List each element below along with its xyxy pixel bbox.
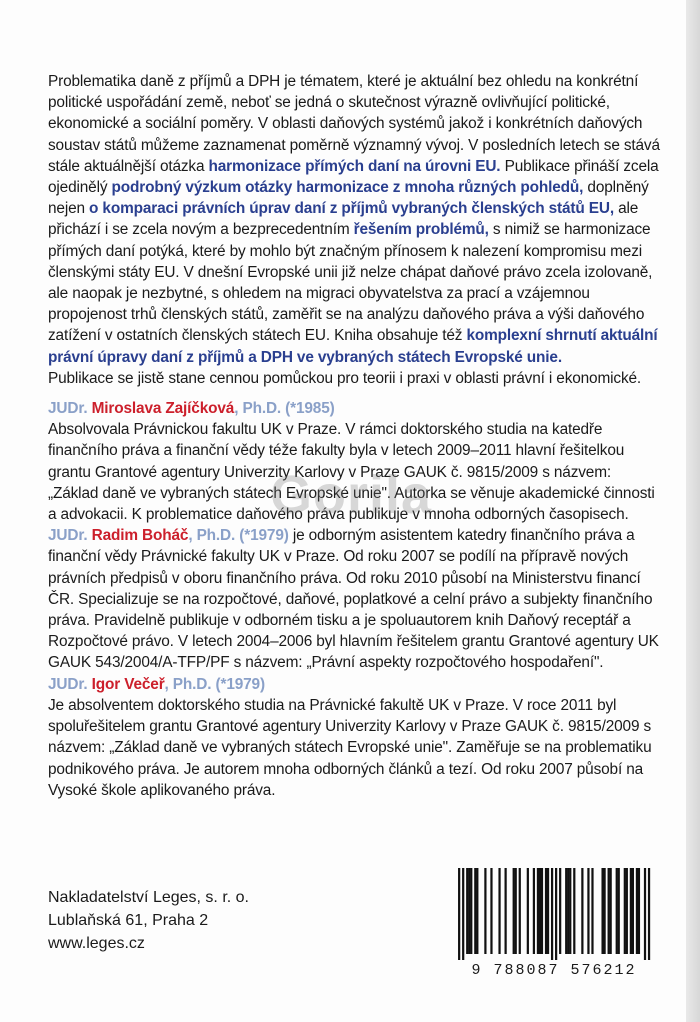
barcode-bar	[537, 868, 539, 954]
publisher-name: Nakladatelství Leges, s. r. o.	[48, 889, 249, 906]
barcode-bar	[581, 868, 583, 954]
publisher-address: Lublaňská 61, Praha 2	[48, 912, 209, 929]
barcode-bar	[466, 868, 468, 954]
barcode-bar	[513, 868, 515, 954]
barcode-bar	[626, 868, 628, 954]
intro-highlight: harmonizace přímých daní na úrovni EU.	[208, 157, 501, 175]
intro-closing: Publikace se jistě stane cennou pomůckou pro teorii i praxi v oblasti právní i ekonomické.	[48, 369, 642, 387]
barcode-bar	[587, 868, 589, 954]
author-name: Igor Večeř	[91, 675, 165, 693]
barcode-bar	[527, 868, 529, 954]
barcode-bar	[515, 868, 517, 954]
barcode-bar	[458, 868, 460, 960]
barcode-bar	[608, 868, 610, 954]
intro-text: doplněný nejen	[48, 179, 649, 218]
barcode-bar	[630, 868, 632, 954]
barcode-bar	[636, 868, 638, 954]
barcode-bar	[565, 868, 567, 954]
author-title-suffix: , Ph.D. (*1979)	[188, 527, 289, 545]
author-entry	[48, 525, 660, 673]
barcode-bar	[551, 868, 553, 960]
barcode-bar	[474, 868, 476, 954]
barcode-bar	[616, 868, 618, 954]
author-bio: je odborným asistentem katedry finančního práva a finanční vědy Právnické fakulty UK v Praze. Od roku 2007 se podílí na přípravě nových právních předpisů v oboru finančního práva. Od roku 2010 působí na Ministerstvu financí ČR. Specializuje se na rozpočtové, daňové, poplatkové a celní právo a subjekty finančního práva. Pravidelně publikuje v odborném tisku a je spoluautorem knih Daňový receptář a Rozpočtové právo. V letech 2004–2006 byl hlavním řešitelem grantu Grantové agentury UK GAUK 543/2004/A-TFP/PF s názvem: „Právní aspekty rozpočtového hospodaření".	[48, 527, 659, 672]
barcode-bar	[569, 868, 571, 954]
author-heading	[48, 398, 660, 419]
publisher-web: www.leges.cz	[48, 935, 145, 952]
author-name: Radim Boháč	[91, 527, 189, 545]
watermark: Gorila	[270, 465, 433, 525]
barcode-bar	[545, 868, 547, 954]
barcode-bar	[632, 868, 634, 954]
barcode-bar	[555, 868, 557, 960]
barcode-bar	[490, 868, 492, 954]
barcode-bar	[603, 868, 605, 954]
barcode-bar	[559, 868, 561, 954]
author-title-suffix: , Ph.D. (*1979)	[164, 675, 265, 693]
page-edge	[686, 0, 700, 1022]
cover-text	[48, 71, 660, 801]
barcode-bar	[648, 868, 650, 960]
intro-highlight: komplexní shrnutí aktuální právní úpravy daní z příjmů a DPH ve vybraných státech Evropské unie.	[48, 327, 658, 366]
isbn-barcode	[454, 868, 654, 988]
barcode-bar	[591, 868, 593, 954]
author-title-suffix: , Ph.D. (*1985)	[234, 400, 335, 418]
barcode-bar	[468, 868, 470, 954]
barcode-bar	[638, 868, 640, 954]
intro-paragraph	[48, 71, 660, 368]
author-title-prefix: JUDr.	[48, 400, 88, 418]
barcode-bar	[519, 868, 521, 954]
barcode-bar	[462, 868, 464, 960]
barcode-bar	[533, 868, 535, 954]
barcode-number: 9 788087 576212	[471, 962, 637, 979]
barcode-bars	[454, 868, 654, 960]
author-name: Miroslava Zajíčková	[91, 400, 235, 418]
intro-highlight: o komparaci právních úprav daní z příjmů vybraných členských států EU,	[89, 200, 614, 218]
publisher-block	[48, 886, 348, 955]
intro-highlight: podrobný výzkum otázky harmonizace z mnoha různých pohledů,	[111, 179, 584, 197]
author-title-prefix: JUDr.	[48, 675, 88, 693]
intro-text: ale přichází i se zcela novým a bezprecedentním	[48, 200, 639, 239]
intro-text: s nimiž se harmonizace přímých daní potýká, které by mohlo být značným přínosem k nalezení kompromisu mezi členskými státy EU. V dnešní Evropské unii již nelze chápat daňové právo zcela izolovaně, ale naopak je nezbytné, s ohledem na migraci obyvatelstva za prací a vzájemnou propojenost trhů členských států, zaměřit se na analýzu daňového práva a výši daňového zatížení v ostatních členských státech EU. Kniha obsahuje též	[48, 221, 653, 345]
barcode-bar	[470, 868, 472, 954]
barcode-bar	[573, 868, 575, 954]
intro-text: Publikace přináší zcela ojedinělý	[48, 157, 659, 197]
barcode-bar	[644, 868, 646, 960]
barcode-bar	[498, 868, 500, 954]
barcode-bar	[476, 868, 478, 954]
barcode-bar	[601, 868, 603, 954]
author-bio: Absolvovala Právnickou fakultu UK v Praze. V rámci doktorského studia na katedře finančního práva a finanční vědy téže fakulty byla v letech 2009–2011 hlavní řešitelkou grantu Grantové agentury Univerzity Karlovy v Praze GAUK č. 9815/2009 s názvem: „Základ daně ve vybraných státech Evropské unie". Autorka se věnuje akademické činnosti a advokacii. K problematice daňového práva publikuje v mnoha odborných časopisech.	[48, 421, 655, 524]
barcode-bar	[624, 868, 626, 954]
barcode-bar	[547, 868, 549, 954]
intro-highlight: řešením problémů,	[353, 221, 489, 239]
author-bio: Je absolventem doktorského studia na Právnické fakultě UK v Praze. V roce 2011 byl spoluřešitelem grantu Grantové agentury Univerzity Karlovy v Praze GAUK č. 9815/2009 s názvem: „Základ daně ve vybraných státech Evropské unie". Zaměřuje se na problematiku podnikového práva. Je autorem mnoha odborných článků a tezí. Od roku 2007 působí na Vysoké škole aplikovaného práva.	[48, 696, 652, 799]
barcode-bar	[610, 868, 612, 954]
spacer	[48, 389, 660, 398]
barcode-bar	[484, 868, 486, 954]
barcode-bar	[567, 868, 569, 954]
author-heading	[48, 674, 660, 695]
barcode-bar	[618, 868, 620, 954]
intro-text: Problematika daně z příjmů a DPH je tématem, které je aktuální bez ohledu na konkrétní politické uspořádání země, neboť se jedná o skutečnost výrazně ovlivňující politické, ekonomické a sociální poměry. V oblasti daňových systémů jakož i konkrétních daňových soustav států můžeme zaznamenat poměrně významný vývoj. V posledních letech se stává stále aktuálnější otázka	[48, 73, 660, 175]
author-title-prefix: JUDr.	[48, 527, 88, 545]
barcode-bar	[541, 868, 543, 954]
barcode-bar	[505, 868, 507, 954]
barcode-bar	[539, 868, 541, 954]
